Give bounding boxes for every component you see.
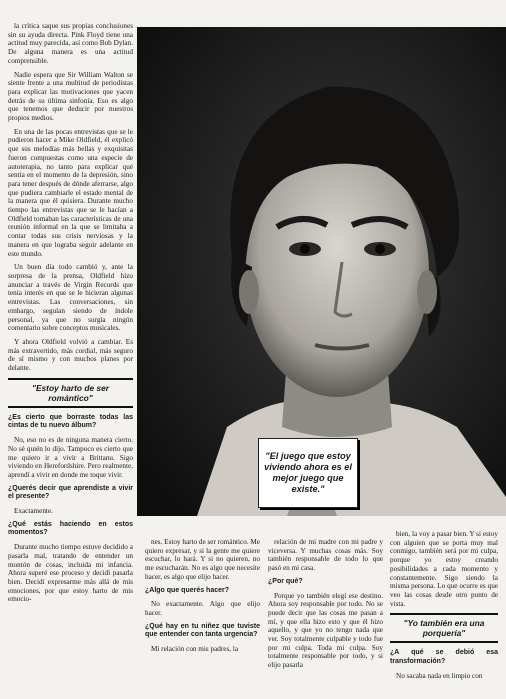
body-paragraph: relación de mi madre con mi padre y viceversa. Y muchas cosas más. Soy también responsable de todo lo que pasó en mi casa. (268, 538, 383, 573)
body-paragraph: la crítica saque sus propias conclusiones sin su ayuda directa. Pink Floyd tiene una actitud muy parecida, así como Bob Dylan. De alguna manera es una actitud comprensible. (8, 22, 133, 65)
body-paragraph: bien, la voy a pasar bien. Y si estoy con alguien que se porta muy mal conmigo, también será por mi culpa, porque yo estoy creando posibilidades a cada momento y constantemente. Sigo siendo la misma persona. Lo que ocurre es que veo las cosas desde otro punto de vista. (390, 530, 498, 608)
interview-question: ¿A qué se debió esa transformación? (390, 649, 498, 666)
subheading: "Estoy harto de ser romántico" (8, 378, 133, 408)
interview-answer: Mi relación con mis padres, la (151, 645, 239, 654)
interview-answer: Durante mucho tiempo estuve decidido a pasarla mal, tratando de entender un montón de cosas, incluida mi infancia. Ahora superé ese proceso y decidí pasarla bien. Decidí expresarme más allá de mis emociones, por que estoy harto de mis emocio- (8, 543, 133, 604)
article-column-2 (145, 538, 260, 659)
interview-question: ¿Qué estás haciendo en estos momentos? (8, 520, 133, 537)
body-paragraph: Un buen día todo cambió y, ante la sorpresa de la prensa, Oldfield hizo anunciar a través de Virgin Records que tenía interés en que se le hicieran algunas entrevistas. Las conversaciones, sin embargo, seguían siendo de índole personal, ya que no surgía ningún comentario sobre conceptos musicales. (8, 263, 133, 333)
article-column-3 (268, 538, 383, 675)
interview-answer: No sacaba nada en limpio con (396, 671, 483, 680)
interview-answer: No exactamente. Algo que elijo hacer. (145, 600, 260, 617)
interview-answer: No, eso no es de ninguna manera cierto. No sé quién lo dijo. Tampoco es cierto que me quiero ir a vivir a Brittanu. Sigo viviendo en Herefordshire. Pero realmente, aprendí a vivir en donde me toque vivir. (8, 436, 133, 479)
interview-question: ¿Por qué? (268, 577, 303, 585)
body-paragraph: Nadie espera que Sir William Walton se siente frente a una multitud de periodistas para explicar las motivaciones que yacen detrás de su última sinfonía. Eso es algo que tenemos que deducir por nuestros propios medios. (8, 70, 133, 123)
body-paragraph: nes. Estoy harto de ser romántico. Me quiero expresar, y si la gente me quiere escuchar, lo hará. Y si no quieren, no me escucharán. No es algo que necesite hacer, es algo que elijo hacer. (145, 538, 260, 581)
article-column-1 (8, 22, 133, 609)
interview-answer: Exactamente. (14, 507, 53, 516)
interview-question: ¿Es cierto que borraste todas las cintas de tu nuevo álbum? (8, 413, 133, 430)
interview-question: ¿Querés decir que aprendiste a vivir el presente? (8, 484, 133, 501)
subheading: "Yo también era una porquería" (390, 613, 498, 643)
pull-quote: "El juego que estoy viviendo ahora es el mejor juego que existe." (258, 438, 358, 508)
article-column-4 (390, 530, 498, 685)
interview-question: ¿Qué hay en tu niñez que tuviste que entender con tanta urgencia? (145, 622, 260, 639)
body-paragraph: En una de las pocas entrevistas que se le pudieron hacer a Mike Oldfield, él explicó que sus melodías más bellas y exquisitas fueron compuestas como una especie de autoterapia, no tanto para explicar qué sentía en el momento de la depresión, sino para tener después de dónde aferrarse, algo que pudiera cambiarle el estado mental de la manera que él quisiera. Durante mucho tiempo las entrevistas que se le hacían a Oldfield tomaban las características de una reunión informal en la que se limitaba a contar todas sus crisis nerviosas y la manera en que lograba seguir adelante en este mundo. (8, 127, 133, 258)
interview-question: ¿Algo que querés hacer? (145, 586, 230, 594)
interview-answer: Porque yo también elegí ese destino. Ahora soy responsable por todo. No se puede decir que las cosas me pasan a mí, y que ella hizo esto y que él hizo aquello, y que yo no tengo nada que ver. Soy totalmente culpable y todo fue por mi culpa. Toda mi culpa. Soy totalmente responsable por todo, y si elijo pasarla (268, 591, 383, 670)
body-paragraph: Y ahora Oldfield volvió a cambiar. Es más extravertido, más cordial, más seguro de sí mismo y con muchos planes por delante. (8, 337, 133, 373)
